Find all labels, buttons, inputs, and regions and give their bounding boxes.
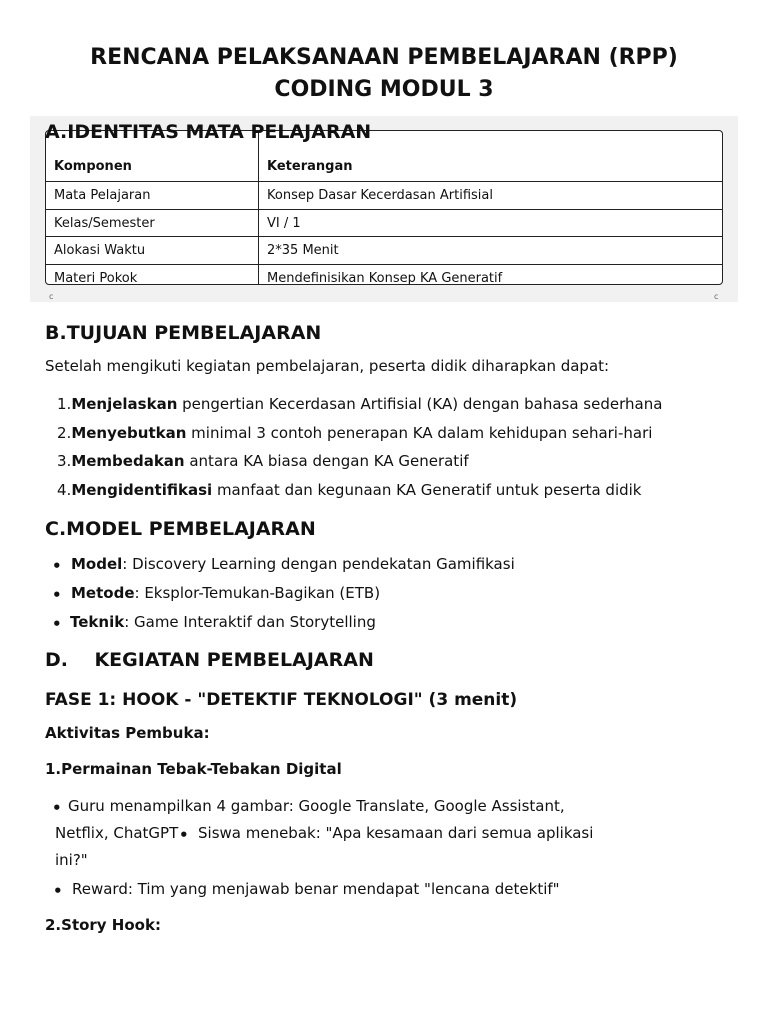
- objective-verb: Mengidentifikasi: [71, 481, 213, 499]
- list-number: 1.: [57, 395, 72, 413]
- objective-text: pengertian Kecerdasan Artifisial (KA) dengan bahasa sederhana: [177, 395, 663, 413]
- section-d-heading: D. KEGIATAN PEMBELAJARAN: [45, 649, 374, 671]
- objective-item: [57, 451, 469, 471]
- list-item: [71, 583, 380, 603]
- objective-text: manfaat dan kegunaan KA Generatif untuk peserta didik: [212, 481, 642, 499]
- game-line-2a: Netflix, ChatGPT: [55, 824, 179, 842]
- bullet-icon: •: [53, 882, 63, 900]
- section-a-heading: A.IDENTITAS MATA PELAJARAN: [45, 121, 372, 143]
- item-text: : Eksplor-Temukan-Bagikan (ETB): [134, 584, 381, 602]
- document-title: RENCANA PELAKSANAAN PEMBELAJARAN (RPP): [90, 45, 678, 70]
- table-header-row: [46, 153, 722, 180]
- item-text: : Discovery Learning dengan pendekatan Gamifikasi: [122, 555, 515, 573]
- objective-verb: Menyebutkan: [71, 424, 187, 442]
- item-label: Teknik: [70, 613, 125, 631]
- table-row: [46, 181, 722, 209]
- table-cell: Alokasi Waktu: [54, 243, 146, 258]
- table-cell: Konsep Dasar Kecerdasan Artifisial: [267, 188, 493, 203]
- bullet-icon: •: [179, 826, 189, 844]
- header-keterangan: Keterangan: [267, 159, 353, 174]
- objective-verb: Membedakan: [71, 452, 185, 470]
- objective-text: antara KA biasa dengan KA Generatif: [184, 452, 469, 470]
- identity-table[interactable]: [45, 130, 723, 285]
- scroll-left-icon[interactable]: c: [49, 292, 54, 301]
- bullet-icon: •: [52, 586, 62, 604]
- section-c-heading: C.MODEL PEMBELAJARAN: [45, 518, 316, 540]
- table-cell: 2*35 Menit: [267, 243, 339, 258]
- document-subtitle: CODING MODUL 3: [274, 77, 494, 102]
- list-item: [70, 612, 376, 632]
- table-cell: Mendefinisikan Konsep KA Generatif: [267, 271, 503, 285]
- table-row: [46, 264, 722, 285]
- game-line-1: Guru menampilkan 4 gambar: Google Translate, Google Assistant,: [68, 797, 565, 815]
- list-number: 4.: [57, 481, 72, 499]
- header-komponen: Komponen: [54, 159, 132, 174]
- bullet-icon: •: [52, 557, 62, 575]
- list-number: 3.: [57, 452, 72, 470]
- story-hook-heading: 2.Story Hook:: [45, 916, 161, 934]
- item-label: Metode: [71, 584, 135, 602]
- scroll-right-icon[interactable]: c: [714, 292, 719, 301]
- list-item: [71, 554, 515, 574]
- opening-activity-label: Aktivitas Pembuka:: [45, 724, 210, 742]
- objective-text: minimal 3 contoh penerapan KA dalam kehidupan sehari-hari: [186, 424, 653, 442]
- objective-item: [57, 480, 642, 500]
- objective-item: [57, 394, 662, 414]
- reward-text: Reward: Tim yang menjawab benar mendapat "lencana detektif": [72, 880, 560, 898]
- phase-1-heading: FASE 1: HOOK - "DETEKTIF TEKNOLOGI" (3 menit): [45, 690, 518, 710]
- section-b-intro: Setelah mengikuti kegiatan pembelajaran, peserta didik diharapkan dapat:: [45, 357, 610, 375]
- table-row: [46, 209, 722, 237]
- objective-item: [57, 423, 652, 443]
- list-number: 2.: [57, 424, 72, 442]
- item-label: Model: [71, 555, 123, 573]
- table-cell: Mata Pelajaran: [54, 188, 151, 203]
- table-cell: Kelas/Semester: [54, 216, 155, 231]
- bullet-icon: •: [52, 799, 62, 817]
- table-row: [46, 236, 722, 264]
- section-b-heading: B.TUJUAN PEMBELAJARAN: [45, 322, 322, 344]
- item-text: : Game Interaktif dan Storytelling: [124, 613, 376, 631]
- table-cell: VI / 1: [267, 216, 301, 231]
- bullet-icon: •: [52, 615, 62, 633]
- game-line-2b: Siswa menebak: "Apa kesamaan dari semua aplikasi: [198, 824, 594, 842]
- game-line-3: ini?": [55, 851, 88, 869]
- objective-verb: Menjelaskan: [71, 395, 178, 413]
- table-cell: Materi Pokok: [54, 271, 138, 285]
- game-heading: 1.Permainan Tebak-Tebakan Digital: [45, 760, 342, 778]
